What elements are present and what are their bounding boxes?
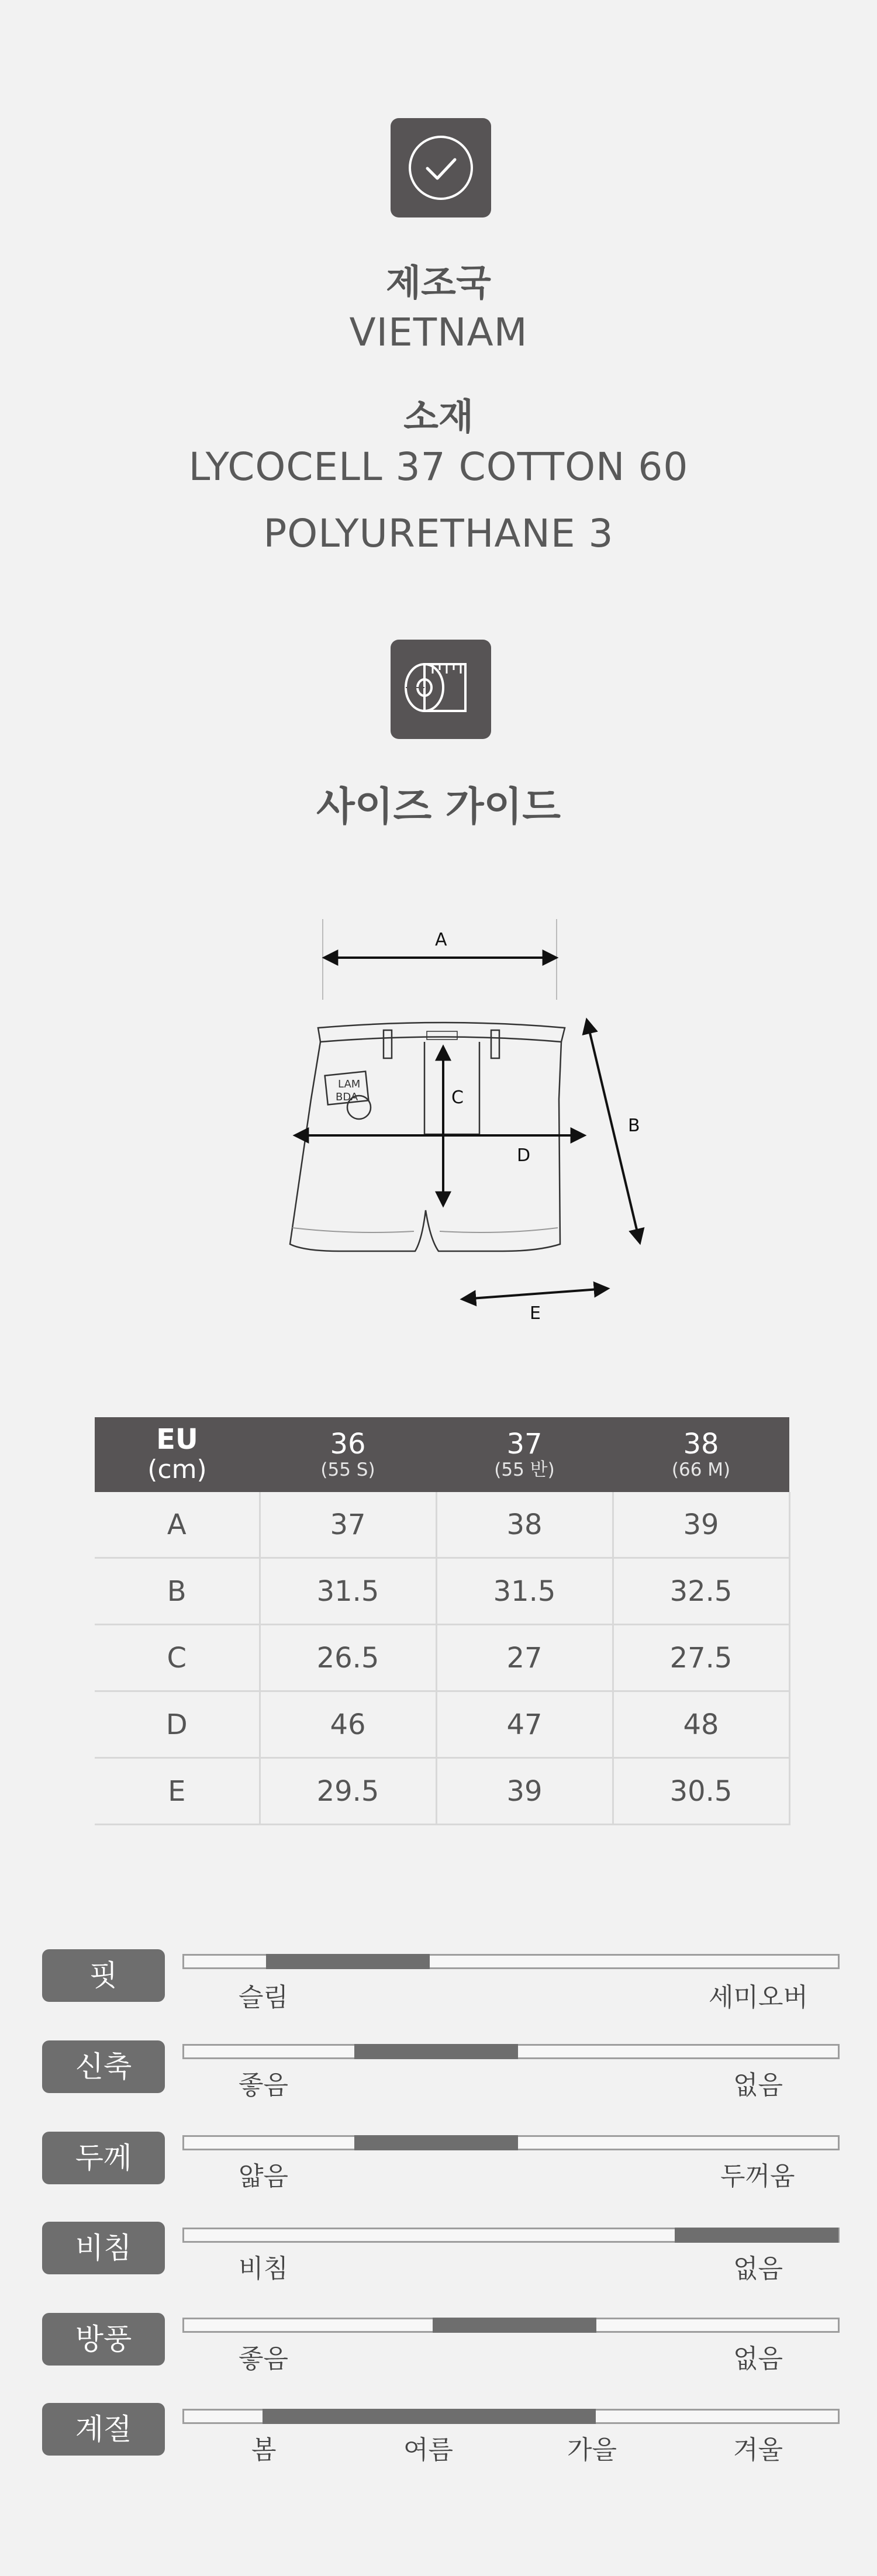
table-row [95, 1691, 789, 1758]
row-label: C [95, 1625, 260, 1691]
arrow-e [463, 1289, 607, 1299]
attr-caption-sheerness-max: 없음 [733, 2254, 783, 2284]
table-cell: 37 [260, 1492, 436, 1558]
table-cell: 48 [613, 1691, 789, 1758]
table-cell: 46 [260, 1691, 436, 1758]
table-row [95, 1492, 789, 1558]
table-cell: 31.5 [260, 1558, 436, 1625]
check-circle-icon [391, 118, 491, 217]
header-size-36: 36 (55 S) [260, 1417, 436, 1492]
origin-value: VIETNAM [349, 310, 528, 355]
attr-caption-fit-max: 세미오버 [709, 1983, 809, 2012]
table-cell: 32.5 [613, 1558, 789, 1625]
size-guide-title: 사이즈 가이드 [316, 784, 561, 830]
table-cell: 31.5 [436, 1558, 613, 1625]
table-cell: 29.5 [260, 1758, 436, 1825]
table-cell: 47 [436, 1691, 613, 1758]
attr-label-windproof: 방풍 [42, 2313, 165, 2366]
label-b: B [628, 1116, 640, 1136]
attr-caption-thickness-max: 두꺼움 [720, 2161, 795, 2191]
table-cell: 39 [436, 1758, 613, 1825]
attr-caption-stretch-max: 없음 [733, 2070, 783, 2100]
row-label: A [95, 1492, 260, 1558]
size-guide-icon-box [391, 640, 491, 739]
attr-track-fit [182, 1954, 840, 1969]
attr-fill-fit [266, 1954, 430, 1969]
table-row [95, 1558, 789, 1625]
attr-caption-season-winter: 겨울 [733, 2435, 783, 2465]
row-label: D [95, 1691, 260, 1758]
label-a: A [435, 930, 447, 950]
attr-fill-season [263, 2409, 596, 2424]
table-cell: 39 [613, 1492, 789, 1558]
attr-caption-season-spring: 봄 [251, 2435, 277, 2465]
size-table-header [95, 1417, 789, 1492]
attr-label-stretch: 신축 [42, 2040, 165, 2093]
table-cell: 26.5 [260, 1625, 436, 1691]
table-cell: 30.5 [613, 1758, 789, 1825]
material-label: 소재 [403, 395, 474, 438]
header-size-38: 38 (66 M) [613, 1417, 789, 1492]
attr-caption-sheerness-min: 비침 [239, 2254, 289, 2284]
header-size-37: 37 (55 반) [436, 1417, 613, 1492]
attr-caption-windproof-min: 좋음 [239, 2344, 289, 2374]
attr-label-season: 계절 [42, 2403, 165, 2456]
attr-fill-thickness [354, 2135, 518, 2150]
origin-icon-box [391, 118, 491, 217]
attr-label-sheerness: 비침 [42, 2222, 165, 2274]
patch-text-2: BDA [336, 1091, 358, 1103]
material-line-2: POLYURETHANE 3 [263, 511, 614, 556]
attr-caption-windproof-max: 없음 [733, 2344, 783, 2374]
header-unit: EU (cm) [95, 1417, 260, 1492]
attr-fill-stretch [354, 2044, 518, 2059]
table-cell: 27.5 [613, 1625, 789, 1691]
label-d: D [517, 1145, 531, 1166]
attr-fill-sheerness [675, 2228, 838, 2243]
origin-label: 제조국 [386, 261, 491, 304]
tape-measure-icon [391, 640, 491, 739]
row-label: E [95, 1758, 260, 1825]
attr-track-windproof [182, 2318, 840, 2333]
label-e: E [530, 1303, 541, 1324]
table-cell: 38 [436, 1492, 613, 1558]
size-table [95, 1417, 790, 1825]
attr-caption-stretch-min: 좋음 [239, 2070, 289, 2100]
label-c: C [451, 1087, 464, 1108]
attr-track-thickness [182, 2135, 840, 2150]
attr-caption-season-autumn: 가을 [567, 2435, 617, 2465]
patch-text-1: LAM [338, 1078, 361, 1090]
attr-caption-season-summer: 여름 [403, 2435, 454, 2465]
attr-label-fit: 핏 [42, 1949, 165, 2002]
material-line-1: LYCOCELL 37 COTTON 60 [188, 444, 689, 489]
attr-label-thickness: 두께 [42, 2132, 165, 2184]
attr-caption-thickness-min: 얇음 [239, 2161, 289, 2191]
table-row [95, 1758, 789, 1825]
shorts-measurement-diagram [269, 906, 655, 1327]
row-label: B [95, 1558, 260, 1625]
attr-track-season [182, 2409, 840, 2424]
attr-track-sheerness [182, 2228, 840, 2243]
attr-caption-fit-min: 슬림 [239, 1983, 289, 2012]
attr-track-stretch [182, 2044, 840, 2059]
table-row [95, 1625, 789, 1691]
attr-fill-windproof [433, 2318, 596, 2333]
table-cell: 27 [436, 1625, 613, 1691]
